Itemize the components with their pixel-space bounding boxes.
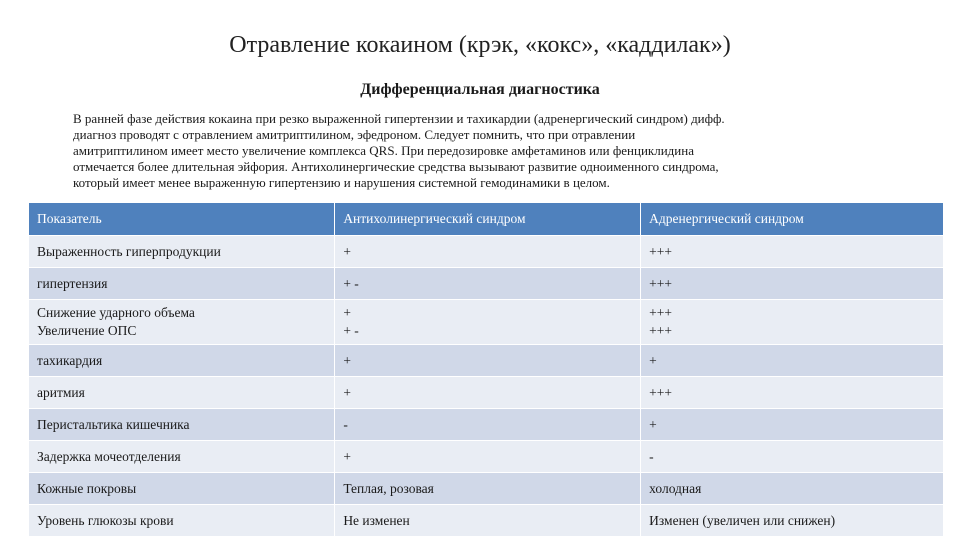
intro-line: В ранней фазе действия кокаина при резко выраженной гипертензии и тахикардии (адренергический синдром) дифф.	[73, 111, 725, 126]
table-header-row	[29, 203, 944, 236]
intro-line: амитриптилином имеет место увеличение комплекса QRS. При передозировке амфетаминов или фенциклидина	[73, 143, 694, 158]
value-line: +++	[649, 323, 672, 338]
adrenergic-value: -	[641, 441, 944, 473]
table-row	[29, 473, 944, 505]
header-cell-indicator: Показатель	[29, 203, 335, 236]
section-subtitle: Дифференциальная диагностика	[360, 81, 600, 98]
table-row	[29, 345, 944, 377]
intro-line: диагноз проводят с отравлением амитриптилином, эфедроном. Следует помнить, что при отравлении	[73, 127, 636, 142]
row-label: Выраженность гиперпродукции	[29, 236, 335, 268]
adrenergic-value	[641, 300, 944, 345]
adrenergic-value: холодная	[641, 473, 944, 505]
anticholinergic-value: +	[335, 441, 641, 473]
anticholinergic-value: Теплая, розовая	[335, 473, 641, 505]
anticholinergic-value	[335, 300, 641, 345]
anticholinergic-value: +	[335, 377, 641, 409]
adrenergic-value: +++	[641, 236, 944, 268]
value-line: + -	[343, 323, 359, 338]
row-label	[29, 300, 335, 345]
value-line: +	[343, 305, 351, 320]
row-label: Задержка мочеотделения	[29, 441, 335, 473]
table-row	[29, 505, 944, 537]
table-row	[29, 236, 944, 268]
row-label: Уровень глюкозы крови	[29, 505, 335, 537]
row-label: тахикардия	[29, 345, 335, 377]
table-row	[29, 377, 944, 409]
value-line: +++	[649, 305, 672, 320]
anticholinergic-value: -	[335, 409, 641, 441]
table-row	[29, 268, 944, 300]
anticholinergic-value: +	[335, 236, 641, 268]
header-cell-anticholinergic: Антихолинергический синдром	[335, 203, 641, 236]
intro-line: отмечается более длительная эйфория. Антихолинергические средства вызывают развитие одноименного синдрома,	[73, 159, 719, 174]
intro-line: который имеет менее выраженную гипертензию и нарушения системной гемодинамики в целом.	[73, 175, 610, 190]
anticholinergic-value: Не изменен	[335, 505, 641, 537]
row-label: Перистальтика кишечника	[29, 409, 335, 441]
table-row	[29, 409, 944, 441]
adrenergic-value: +	[641, 345, 944, 377]
row-label: Кожные покровы	[29, 473, 335, 505]
adrenergic-value: +	[641, 409, 944, 441]
anticholinergic-value: +	[335, 345, 641, 377]
adrenergic-value: Изменен (увеличен или снижен)	[641, 505, 944, 537]
slide-title: Отравление кокаином (крэк, «кокс», «каддилак»)	[229, 32, 731, 58]
differential-table	[29, 203, 944, 537]
anticholinergic-value: + -	[335, 268, 641, 300]
adrenergic-value: +++	[641, 377, 944, 409]
table-row	[29, 441, 944, 473]
row-label-line: Увеличение ОПС	[37, 323, 137, 338]
row-label: аритмия	[29, 377, 335, 409]
header-cell-adrenergic: Адренергический синдром	[641, 203, 944, 236]
row-label: гипертензия	[29, 268, 335, 300]
adrenergic-value: +++	[641, 268, 944, 300]
table-row	[29, 300, 944, 345]
row-label-line: Снижение ударного объема	[37, 305, 195, 320]
intro-paragraph	[73, 111, 893, 191]
